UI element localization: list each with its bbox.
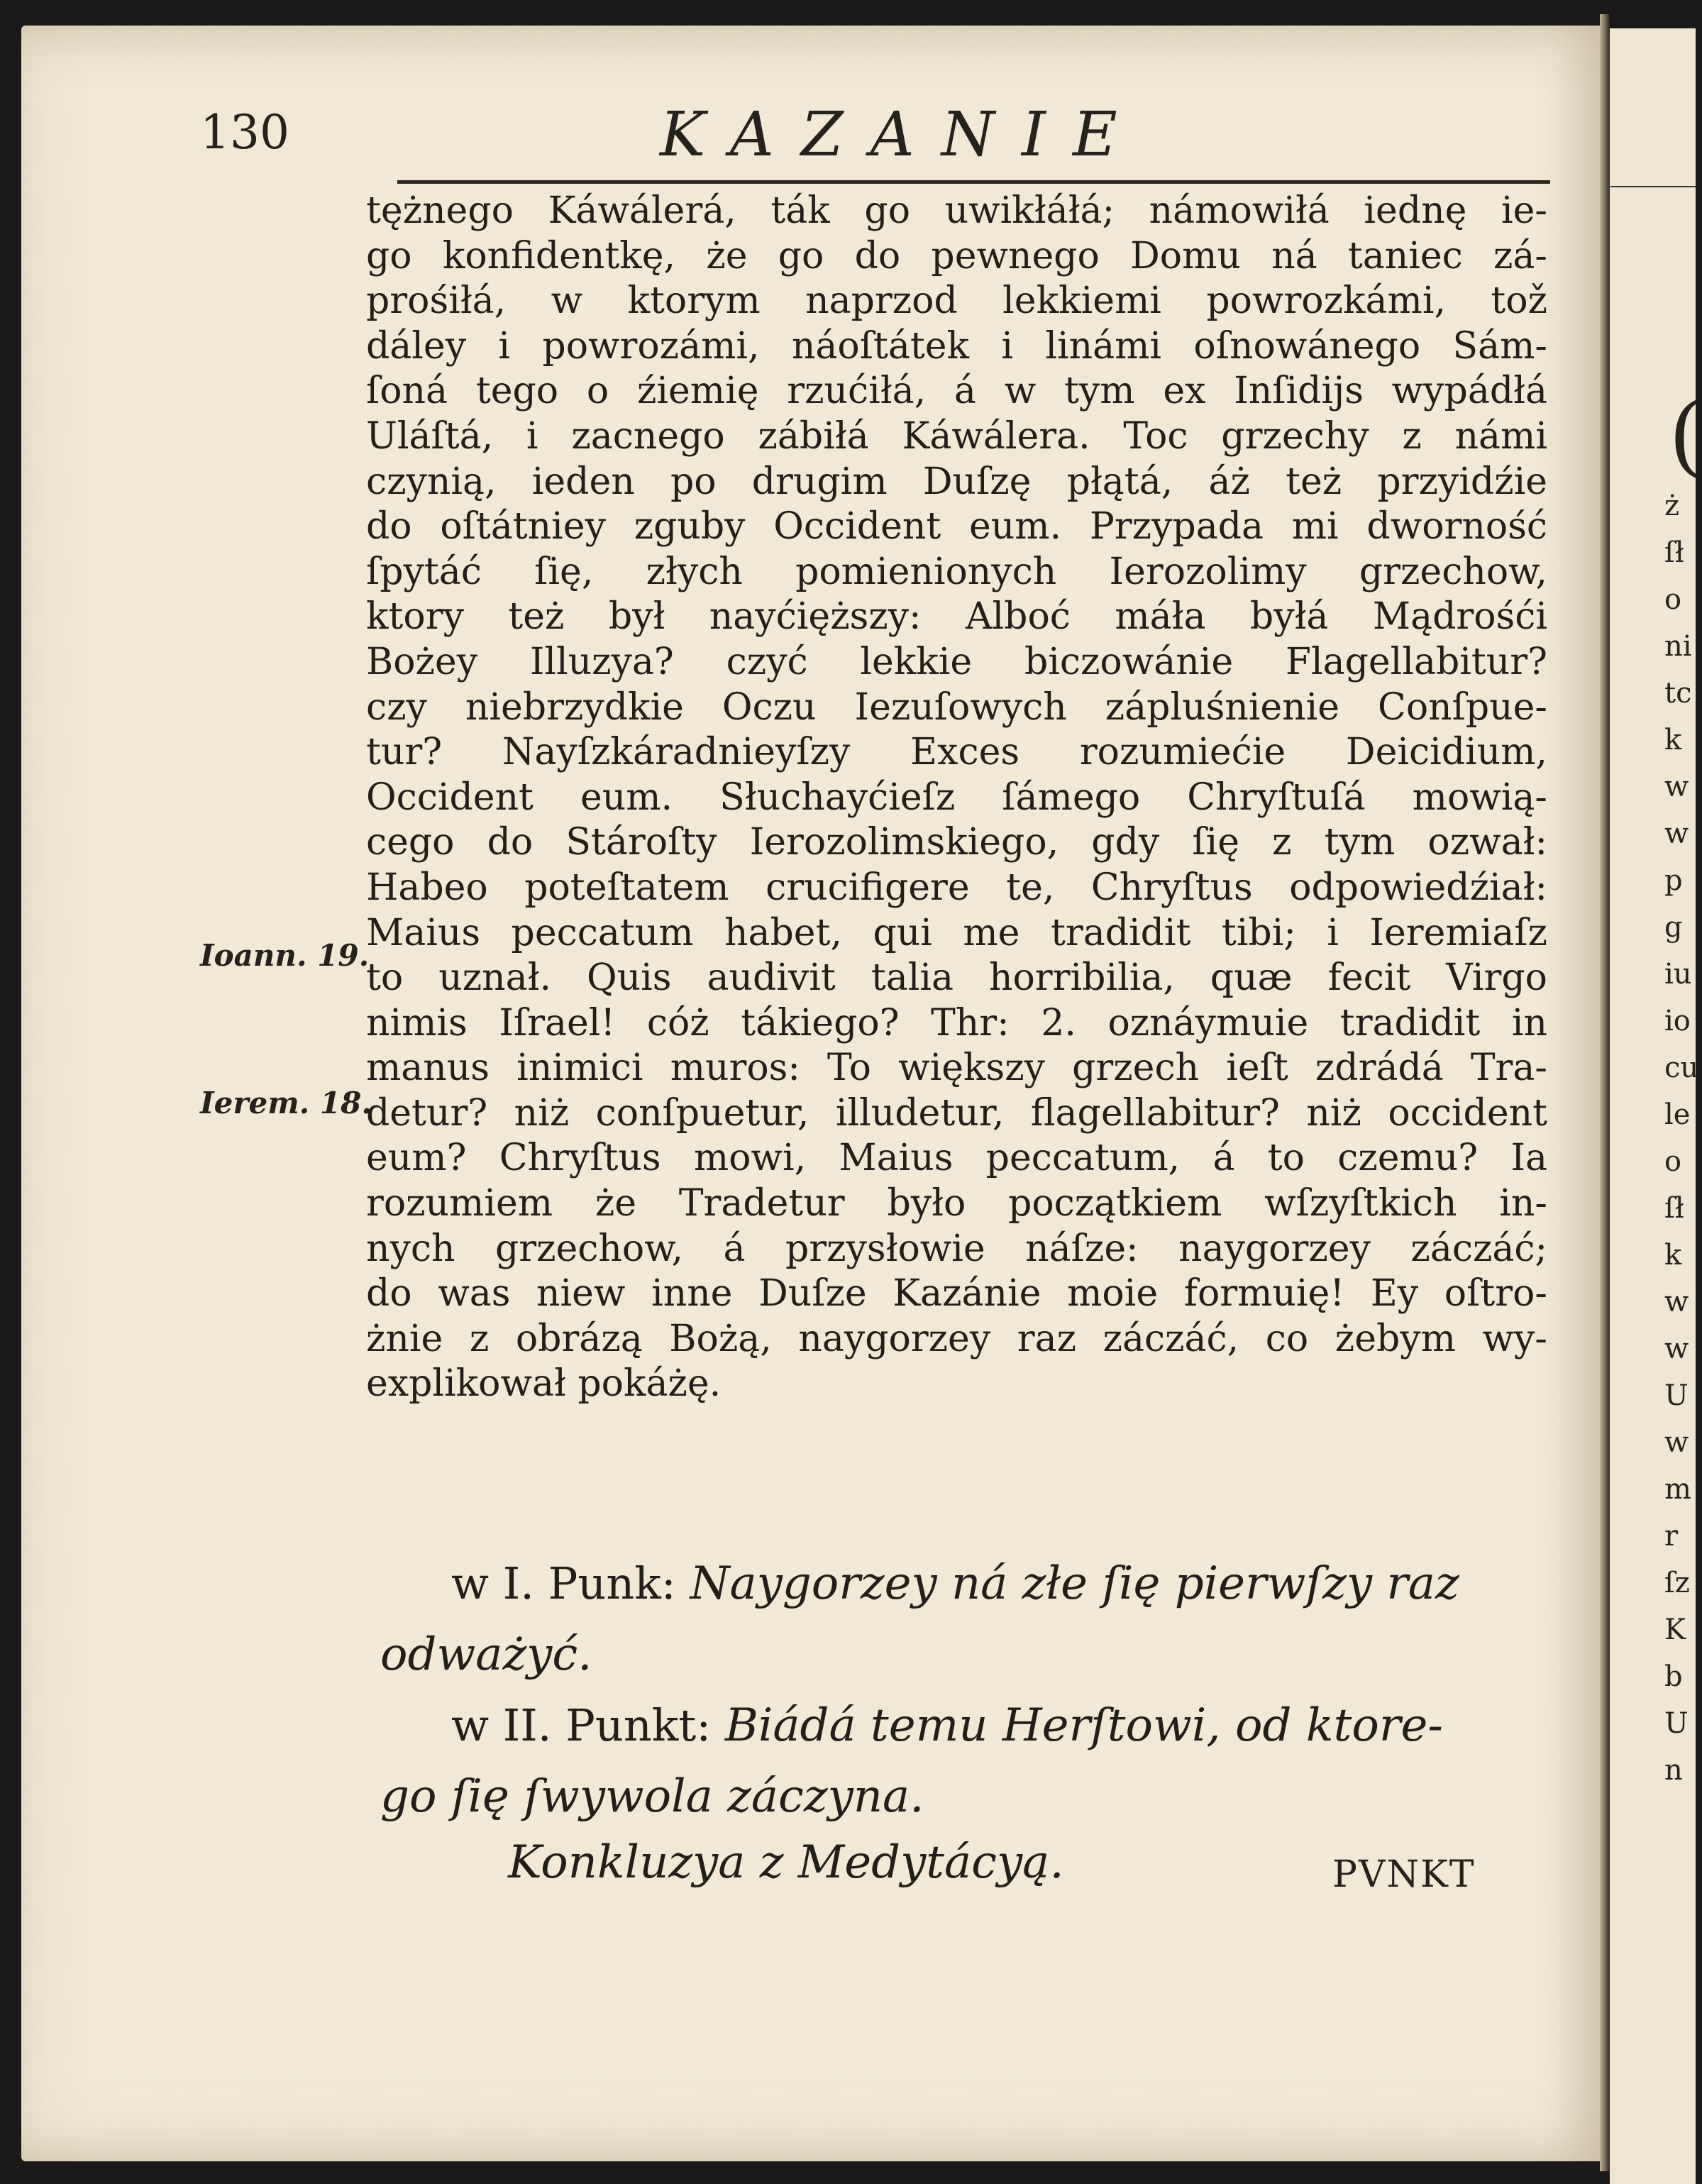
- next-page-fragment: n: [1664, 1754, 1683, 1787]
- body-line: Bożey Illuzya? czyć lekkie biczowánie Flagellabitur?: [366, 640, 1547, 683]
- margin-note-ioann: Ioann. 19.: [200, 938, 370, 973]
- conclusion-heading: [508, 1836, 1064, 1889]
- next-page-fragment: w: [1664, 1333, 1689, 1365]
- point-two-continuation: [380, 1770, 924, 1823]
- body-line: to uznał. Quis audivit talia horribilia, quæ fecit Virgo: [366, 956, 1547, 1000]
- catchword: PVNKT: [1332, 1853, 1476, 1896]
- body-line: ſoná tego o źiemię rzućiłá, á w tym ex Inſidijs wypádłá: [366, 370, 1547, 413]
- margin-note-ierem: Ierem. 18.: [200, 1086, 372, 1120]
- point-one-cont-text: odważyć.: [380, 1628, 592, 1681]
- next-page-fragment: g: [1664, 911, 1683, 944]
- next-page-fragment: ni: [1664, 630, 1692, 663]
- point-one: [451, 1557, 1459, 1610]
- conclusion-text: Konkluzya z Medytácyą.: [508, 1836, 1064, 1889]
- point-two-label: w II. Punkt:: [451, 1699, 712, 1751]
- point-two: [451, 1699, 1443, 1752]
- next-page-fragment: k: [1664, 724, 1682, 756]
- body-line: eum? Chryſtus mowi, Maius peccatum, á to czemu? Ia: [366, 1137, 1547, 1180]
- next-page-fragment: ż: [1664, 490, 1680, 522]
- body-line: manus inimici muros: To większy grzech ieſt zdrádá Tra-: [366, 1047, 1547, 1090]
- point-one-text: Naygorzey ná złe ſię pierwſzy raz: [690, 1557, 1459, 1610]
- next-page-fragment: ſł: [1664, 536, 1684, 569]
- running-head: KAZANIE: [660, 99, 1144, 170]
- next-page-rule: [1610, 186, 1696, 187]
- body-line: Maius peccatum habet, qui me tradidit tibi; i Ieremiaſz: [366, 911, 1547, 954]
- next-page-fragment: io: [1664, 1005, 1691, 1037]
- body-line: prośiłá, w ktorym naprzod lekkiemi powrozkámi, tož: [366, 280, 1547, 323]
- body-line: explikował pokáżę.: [366, 1362, 722, 1406]
- next-page-fragment: tc: [1664, 677, 1692, 710]
- body-line: do oſtátniey zguby Occident eum. Przypada mi dworność: [366, 505, 1547, 548]
- point-two-text: Biádá temu Herſtowi, od ktore-: [724, 1699, 1443, 1752]
- body-line: do was niew inne Duſze Kazánie moie formuię! Ey oſtro-: [366, 1272, 1547, 1316]
- next-page-fragment: le: [1664, 1098, 1691, 1131]
- body-line: żnie z obrázą Bożą, naygorzey raz záczáć, co żebym wy-: [366, 1317, 1547, 1360]
- next-page-fragment: p: [1664, 864, 1683, 897]
- body-line: ſpytáć ſię, złych pomienionych Ierozolimy grzechow,: [366, 550, 1547, 593]
- header-rule: [397, 180, 1550, 184]
- body-line: Occident eum. Słuchayćieſz ſámego Chryſtuſá mowią-: [366, 776, 1547, 819]
- body-line: go konfidentkę, że go do pewnego Domu ná taniec zá-: [366, 234, 1547, 277]
- next-page-fragment: U: [1664, 1707, 1689, 1740]
- next-page-fragment: cu: [1664, 1052, 1699, 1084]
- book-gutter: [1600, 14, 1610, 2171]
- next-page-fragment: b: [1664, 1660, 1683, 1693]
- next-page-fragment: o: [1664, 583, 1682, 616]
- body-line: rozumiem że Tradetur było początkiem wſzyſtkich in-: [366, 1182, 1547, 1225]
- body-line: dáley i powrozámi, náoſtátek i linámi oſnowánego Sám-: [366, 324, 1547, 368]
- next-page-fragment: w: [1664, 1426, 1689, 1459]
- body-line: tur? Nayſzkáradnieyſzy Exces rozumiećie Deicidium,: [366, 731, 1547, 774]
- point-two-cont-text: go ſię ſwywola záczyna.: [380, 1770, 924, 1823]
- next-page-fragment: ſz: [1664, 1567, 1690, 1599]
- point-one-label: w I. Punk:: [451, 1557, 676, 1609]
- next-page-fragment: m: [1664, 1473, 1691, 1506]
- next-page-fragment: k: [1664, 1239, 1682, 1272]
- body-line: Uláſtá, i zacnego zábiłá Káwálera. Toc grzechy z námi: [366, 414, 1547, 458]
- body-line: ktory też był nayćięższy: Alboć máła byłá Mądrośći: [366, 595, 1547, 639]
- body-line: czynią, ieden po drugim Duſzę płątá, áż też przyidźie: [366, 460, 1547, 503]
- body-line: tężnego Káwálerá, ták go uwikłáłá; námowiłá iednę ie-: [366, 189, 1547, 232]
- body-line: cego do Stároſty Ierozolimskiego, gdy ſię z tym ozwał:: [366, 821, 1547, 864]
- next-page-fragment: ſł: [1664, 1192, 1684, 1225]
- next-page-fragment: U: [1664, 1379, 1689, 1412]
- next-page-fragment: r: [1664, 1520, 1679, 1552]
- next-page-fragment: w: [1664, 817, 1689, 850]
- next-page-fragment: iu: [1664, 958, 1692, 991]
- sermon-body-text: [366, 189, 1547, 1407]
- next-page-fragment: w: [1664, 1286, 1689, 1318]
- next-page-fragment: w: [1664, 771, 1689, 803]
- body-line: Habeo poteſtatem crucifigere te, Chryſtus odpowiedźiał:: [366, 866, 1547, 909]
- point-one-continuation: [380, 1628, 592, 1681]
- body-line: czy niebrzydkie Oczu Iezuſowych zápluśnienie Conſpue-: [366, 685, 1547, 729]
- page-number: 130: [200, 105, 289, 160]
- body-line: nych grzechow, á przysłowie náſze: naygorzey záczáć;: [366, 1227, 1547, 1270]
- next-page-initial: (: [1669, 387, 1702, 485]
- body-line: nimis Iſrael! cóż tákiego? Thr: 2. oznáymuie tradidit in: [366, 1001, 1547, 1044]
- body-line: detur? niż conſpuetur, illudetur, flagellabitur? niż occident: [366, 1091, 1547, 1135]
- next-page-fragment: o: [1664, 1145, 1682, 1178]
- next-page-fragment: K: [1664, 1614, 1686, 1646]
